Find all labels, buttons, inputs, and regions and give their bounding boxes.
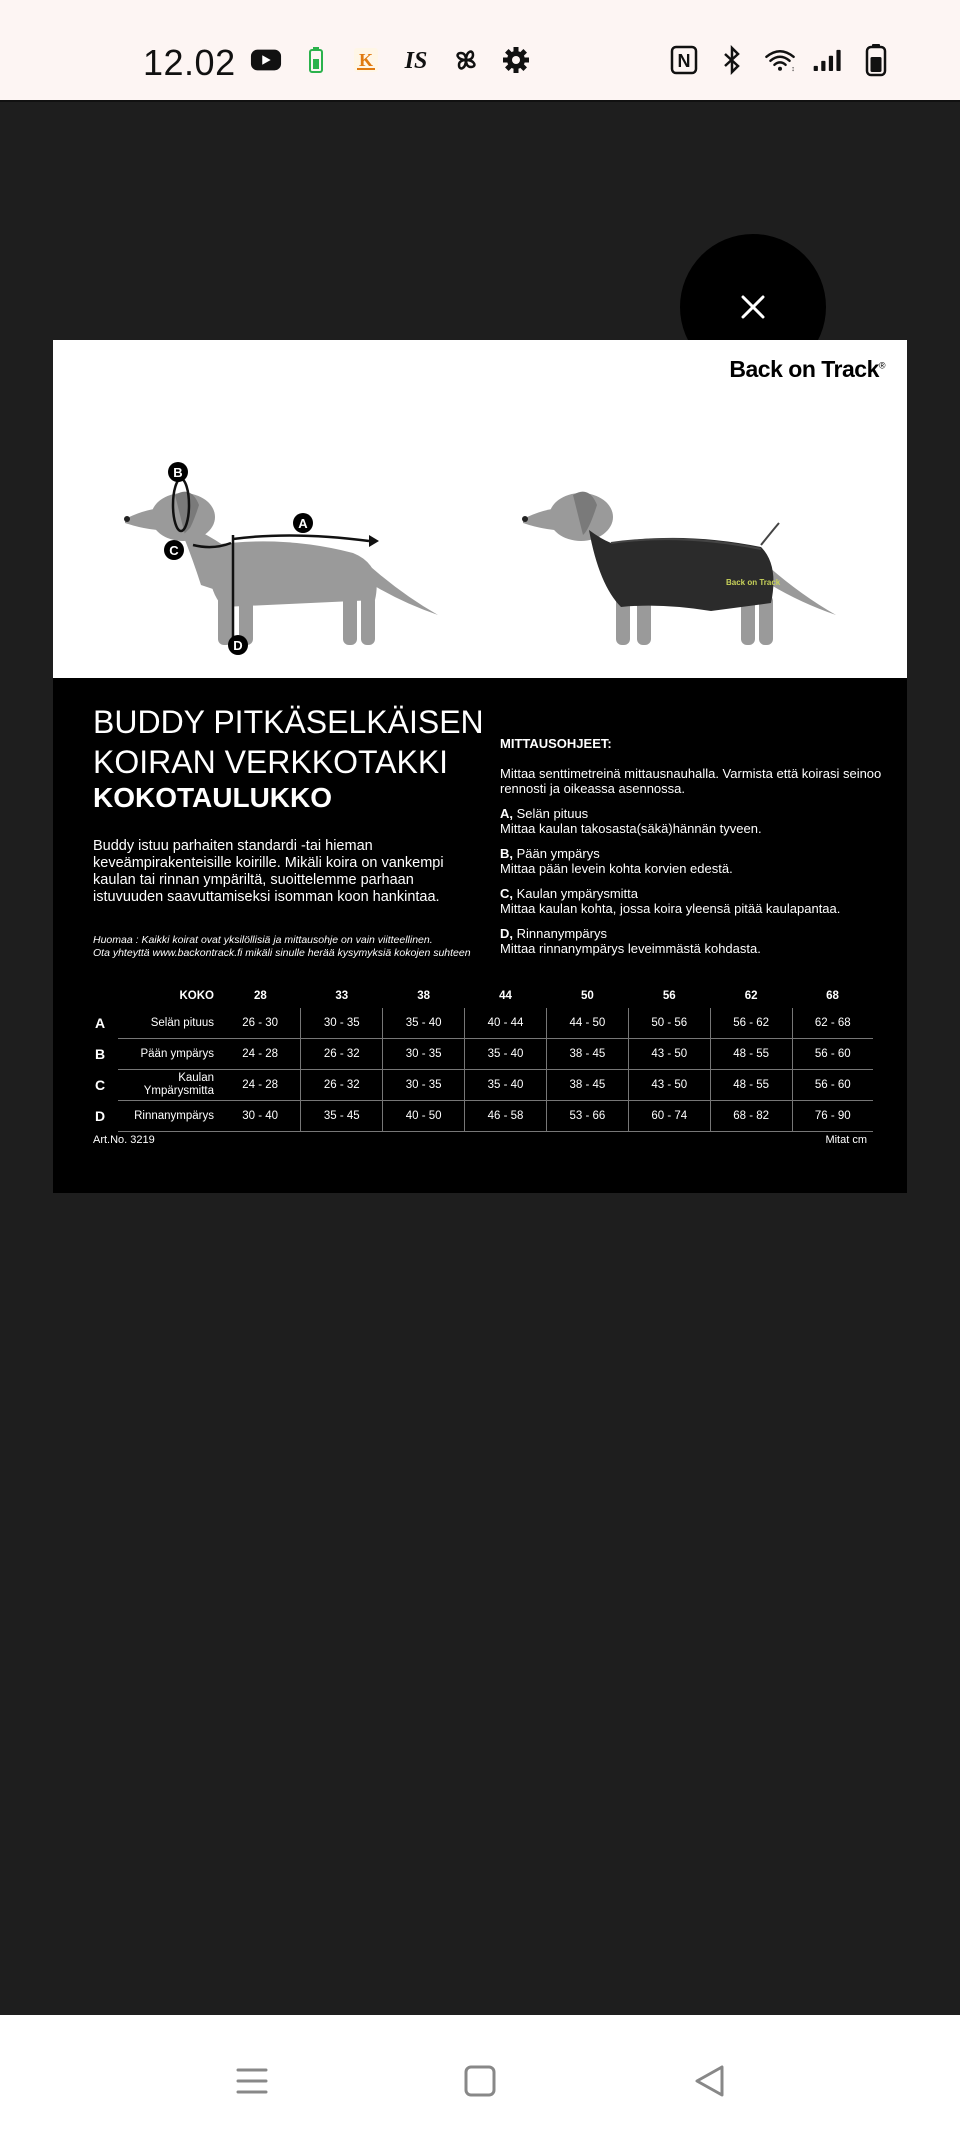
row-name-line2: Ympärysmitta [143,1085,214,1097]
table-cell: 24 - 28 [220,1070,301,1101]
table-cell: 30 - 35 [383,1039,465,1070]
table-cell: 26 - 32 [301,1039,383,1070]
k-app-letter: K [358,50,374,70]
instruction-name: Rinnanympärys [516,926,607,941]
k-app-icon [350,44,382,76]
table-cell: 30 - 40 [220,1101,301,1132]
article-number: Art.No. 3219 [93,1134,155,1146]
status-time: 12.02 [143,42,236,83]
table-cell: 44 - 50 [546,1008,628,1039]
row-name: Pään ympärys [118,1039,220,1070]
table-cell: 35 - 40 [465,1070,547,1101]
pinwheel-icon [450,44,482,76]
status-bar [0,0,960,102]
title-line1: BUDDY PITKÄSELKÄISEN [93,704,484,740]
size-header: 38 [417,990,431,1002]
settings-icon [500,44,532,76]
intro-text: Buddy istuu parhaiten standardi -tai hieman keveämpirakenteisille koirille. Mikäli koira on vankempi kaulan tai rinnan ympäriltä, suoittelemme parhaan istuvuuden saavuttamiseksi isomman koon hankintaa. [93,838,444,905]
table-cell: 53 - 66 [546,1101,628,1132]
table-row [89,1008,873,1039]
signal-icon [812,44,844,76]
row-letter: C [95,1076,106,1093]
battery-icon [860,44,892,76]
home-button[interactable] [450,2051,510,2111]
youtube-icon [250,44,282,76]
measuring-instructions [500,736,890,966]
size-header: 56 [662,990,676,1002]
size-header: 33 [335,990,349,1002]
instruction-name: Pään ympärys [516,846,600,861]
table-cell: 35 - 40 [465,1039,547,1070]
is-app-icon [400,44,432,76]
instruction-item [500,806,890,836]
row-name: Rinnanympärys [118,1101,220,1132]
table-cell: 30 - 35 [301,1008,383,1039]
instructions-description: Mittaa senttimetreinä mittausnauhalla. Varmista että koirasi seinoo rennosti ja oikeassa asennossa. [500,766,882,796]
size-header: 50 [580,990,594,1002]
size-label: KOKO [179,990,214,1002]
table-cell: 60 - 74 [628,1101,710,1132]
menu-button[interactable] [222,2051,282,2111]
instruction-text: Mittaa pään levein kohta korvien edestä. [500,861,733,876]
table-cell: 35 - 45 [301,1101,383,1132]
table-cell: 26 - 30 [220,1008,301,1039]
size-table [89,984,873,1132]
row-letter: D [95,1107,106,1124]
table-row [89,1101,873,1132]
dog-coat-illustration [511,435,871,665]
instruction-name: Selän pituus [516,806,589,821]
is-app-text: IS [404,48,428,73]
table-cell: 56 - 60 [792,1039,873,1070]
table-cell: 46 - 58 [465,1101,547,1132]
instruction-letter: C, [500,886,513,901]
instruction-item [500,846,890,876]
table-cell: 35 - 40 [383,1008,465,1039]
label-a: A [298,516,308,531]
menu-icon [234,2065,270,2097]
table-cell: 43 - 50 [628,1070,710,1101]
status-icons-right [668,44,892,76]
instruction-name: Kaulan ympärysmitta [516,886,639,901]
coat-label: Back on Track [726,578,781,587]
units-note: Mitat cm [825,1134,867,1146]
brand-logo [729,356,885,383]
back-icon [692,2063,728,2099]
instruction-letter: A, [500,806,513,821]
note-line1: Huomaa : Kaikki koirat ovat yksilöllisiä ja mittausohje on vain viitteellinen. [93,934,433,946]
bluetooth-icon [716,44,748,76]
close-icon [739,293,767,321]
home-icon [462,2063,498,2099]
dog-measurement-illustration [113,435,473,665]
battery-saver-icon [300,44,332,76]
note-text [93,934,503,960]
wifi-icon [764,44,796,76]
title-line2: KOIRAN VERKKOTAKKI [93,744,449,780]
status-icons-left [250,44,532,76]
size-header: 68 [826,990,839,1002]
table-cell: 56 - 60 [792,1070,873,1101]
instruction-letter: B, [500,846,513,861]
table-cell: 62 - 68 [792,1008,873,1039]
table-cell: 40 - 44 [465,1008,547,1039]
table-cell: 56 - 62 [710,1008,792,1039]
navigation-bar [0,2015,960,2133]
table-cell: 30 - 35 [383,1070,465,1101]
title-light [93,702,484,782]
size-chart-image [53,340,907,1193]
row-letter: A [95,1014,106,1031]
table-cell: 38 - 45 [546,1070,628,1101]
table-cell: 40 - 50 [383,1101,465,1132]
table-cell: 48 - 55 [710,1070,792,1101]
label-b: B [173,465,183,480]
table-cell: 76 - 90 [792,1101,873,1132]
row-name-line1: Kaulan [178,1072,214,1084]
nfc-icon [668,44,700,76]
table-cell: 43 - 50 [628,1039,710,1070]
table-cell: 50 - 56 [628,1008,710,1039]
instruction-letter: D, [500,926,513,941]
table-row [89,1039,873,1070]
row-name: Selän pituus [118,1008,220,1039]
table-cell: 24 - 28 [220,1039,301,1070]
instruction-item [500,886,890,916]
size-header: 62 [744,990,758,1002]
row-name [118,1070,220,1101]
table-cell: 26 - 32 [301,1070,383,1101]
size-header: 28 [254,990,267,1002]
instruction-item [500,926,890,956]
instruction-text: Mittaa kaulan takosasta(säkä)hännän tyveen. [500,821,762,836]
table-cell: 68 - 82 [710,1101,792,1132]
table-cell: 38 - 45 [546,1039,628,1070]
table-row [89,1070,873,1101]
size-header-row [89,984,873,1008]
instructions-heading: MITTAUSOHJEET: [500,736,612,751]
label-d: D [233,638,243,653]
svg-text:↕: ↕ [791,64,795,74]
table-cell: 48 - 55 [710,1039,792,1070]
brand-name: Back on Track [729,356,879,382]
instruction-text: Mittaa kaulan kohta, jossa koira yleensä pitää kaulapantaa. [500,901,841,916]
title-bold: KOKOTAULUKKO [93,782,333,813]
instruction-text: Mittaa rinnanympärys leveimmästä kohdasta. [500,941,761,956]
label-c: C [169,543,179,558]
nfc-letter: N [677,51,691,71]
note-line2: Ota yhteyttä www.backontrack.fi mikäli sinulle herää kysymyksiä kokojen suhteen [93,947,471,959]
size-header: 44 [499,990,512,1002]
back-button[interactable] [680,2051,740,2111]
brand-mark: ® [878,360,885,371]
diagram-panel [53,340,907,678]
row-letter: B [95,1045,106,1062]
